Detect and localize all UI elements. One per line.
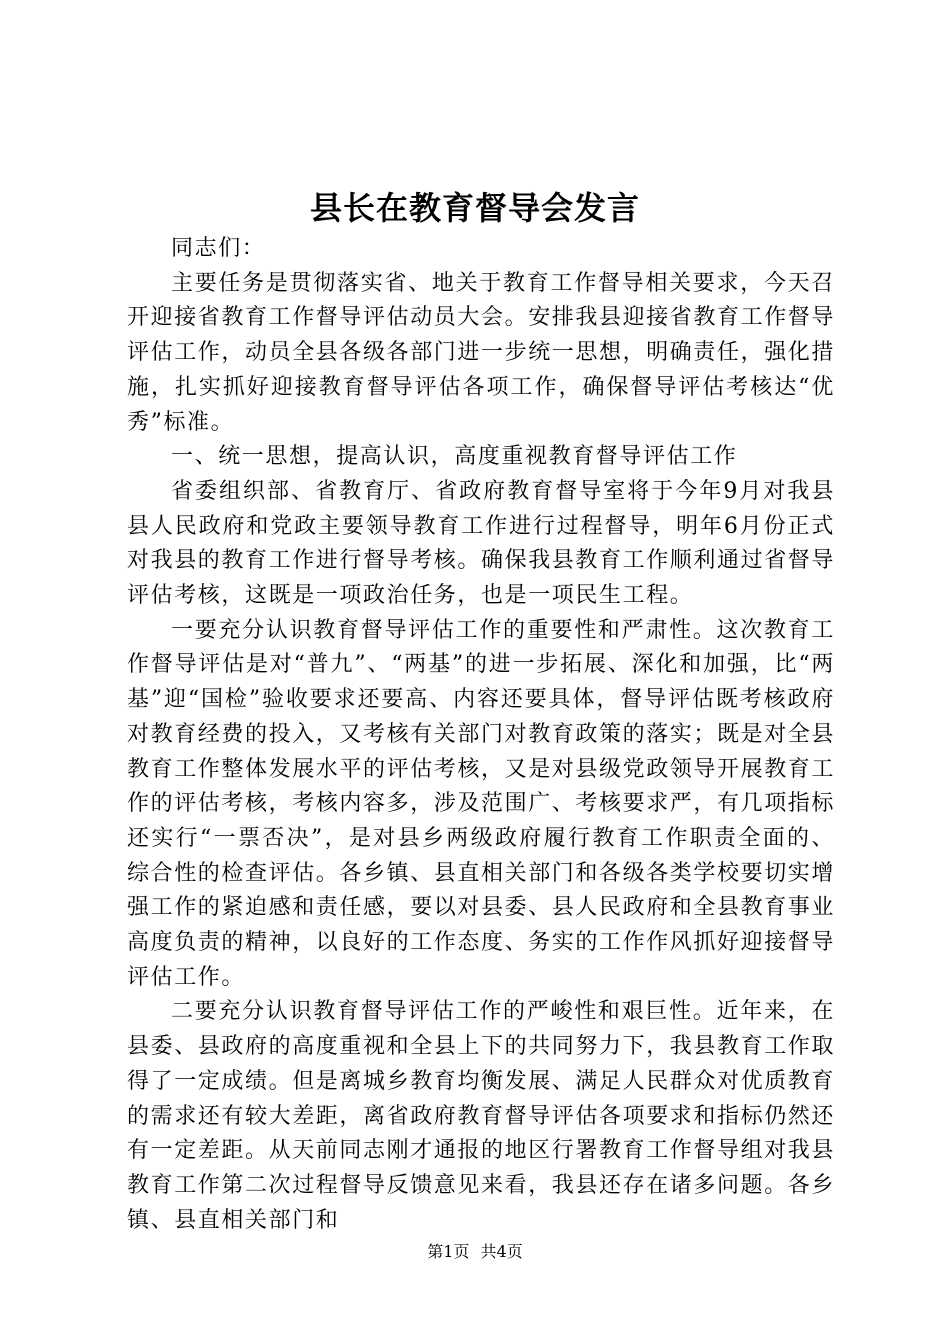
body-paragraph: 二要充分认识教育督导评估工作的严峻性和艰巨性。近年来，在县委、县政府的高度重视和全县上下的共同努力下，我县教育工作取得了一定成绩。但是离城乡教育均衡发展、满足人民群众对优质教育的需求还有较大差距，离省政府教育督导评估各项要求和指标仍然还有一定差距。从天前同志刚才通报的地区行署教育工作督导组对我县教育工作第二次过程督导反馈意见来看，我县还存在诸多问题。各乡镇、县直相关部门和 xyxy=(127,999,836,1233)
salutation-paragraph: 同志们： xyxy=(171,236,266,261)
page-number: 第1页 xyxy=(427,1242,470,1261)
page-footer xyxy=(0,1240,950,1264)
document-title: 县长在教育督导会发言 xyxy=(309,189,640,227)
document-body xyxy=(127,232,835,1238)
section-heading: 一、统一思想，提高认识，高度重视教育督导评估工作 xyxy=(171,444,738,470)
body-paragraph: 省委组织部、省教育厅、省政府教育督导室将于今年9月对我县县人民政府和党政主要领导教育工作进行过程督导，明年6月份正式对我县的教育工作进行督导考核。确保我县教育工作顺利通过省督导评估考核，这既是一项政治任务，也是一项民生工程。 xyxy=(127,478,836,609)
intro-paragraph: 主要任务是贯彻落实省、地关于教育工作督导相关要求，今天召开迎接省教育工作督导评估动员大会。安排我县迎接省教育工作督导评估工作，动员全县各级各部门进一步统一思想，明确责任，强化措施，扎实抓好迎接教育督导评估各项工作，确保督导评估考核达“优秀”标准。 xyxy=(127,270,836,435)
page-total: 共4页 xyxy=(480,1242,523,1261)
body-paragraph: 一要充分认识教育督导评估工作的重要性和严肃性。这次教育工作督导评估是对“普九”、“两基”的进一步拓展、深化和加强，比“两基”迎“国检”验收要求还要高、内容还要具体，督导评估既考核政府对教育经费的投入，又考核有关部门对教育政策的落实；既是对全县教育工作整体发展水平的评估考核，又是对县级党政领导开展教育工作的评估考核，考核内容多，涉及范围广、考核要求严，有几项指标还实行“一票否决”，是对县乡两级政府履行教育工作职责全面的、综合性的检查评估。各乡镇、县直相关部门和各级各类学校要切实增强工作的紧迫感和责任感，要以对县委、县人民政府和全县教育事业高度负责的精神，以良好的工作态度、务实的工作作风抓好迎接督导评估工作。 xyxy=(127,617,836,990)
